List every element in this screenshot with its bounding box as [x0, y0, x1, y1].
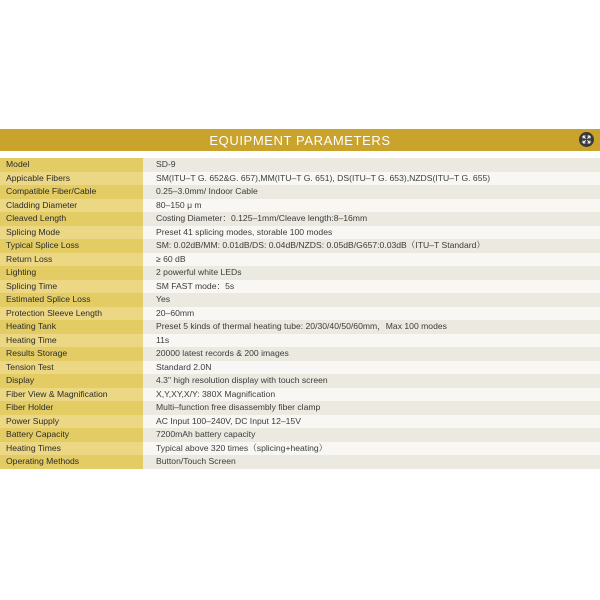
- parameter-label: Operating Methods: [0, 455, 143, 469]
- table-row: [0, 307, 600, 321]
- table-row: [0, 239, 600, 253]
- parameter-label: Cladding Diameter: [0, 199, 143, 213]
- parameter-label: Heating Time: [0, 334, 143, 348]
- table-row: [0, 347, 600, 361]
- table-row: [0, 226, 600, 240]
- parameter-label: Power Supply: [0, 415, 143, 429]
- header-bar: [0, 129, 600, 151]
- parameter-label: Model: [0, 158, 143, 172]
- parameter-value: Preset 5 kinds of thermal heating tube: 20/30/40/50/60mm，Max 100 modes: [156, 321, 447, 331]
- parameter-value: 11s: [156, 334, 170, 345]
- parameter-label: Return Loss: [0, 253, 143, 267]
- parameter-label: Splicing Mode: [0, 226, 143, 240]
- table-row: [0, 442, 600, 456]
- parameter-value: Standard 2.0N: [156, 361, 212, 372]
- parameter-value: 20–60mm: [156, 307, 195, 318]
- parameter-label: Fiber View & Magnification: [0, 388, 143, 402]
- table-row: [0, 334, 600, 348]
- parameter-label: Display: [0, 374, 143, 388]
- parameter-label: Typical Splice Loss: [0, 239, 143, 253]
- table-row: [0, 212, 600, 226]
- parameter-value: 2 powerful white LEDs: [156, 267, 242, 277]
- table-row: [0, 374, 600, 388]
- parameter-label: Heating Tank: [0, 320, 143, 334]
- parameter-value: ≥ 60 dB: [156, 253, 186, 264]
- table-row: [0, 455, 600, 469]
- table-row: [0, 388, 600, 402]
- parameter-label: Protection Sleeve Length: [0, 307, 143, 321]
- parameter-value: Preset 41 splicing modes, storable 100 modes: [156, 226, 333, 237]
- table-row: [0, 253, 600, 267]
- parameter-value: 7200mAh battery capacity: [156, 429, 256, 439]
- parameter-value: Typical above 320 times（splicing+heating）: [156, 442, 328, 453]
- parameter-label: Fiber Holder: [0, 401, 143, 415]
- table-row: [0, 293, 600, 307]
- table-row: [0, 428, 600, 442]
- table-row: [0, 199, 600, 213]
- parameter-value: X,Y,XY,X/Y: 380X Magnification: [156, 388, 276, 399]
- parameter-value: SD-9: [156, 159, 176, 169]
- table-row: [0, 320, 600, 334]
- parameter-value: 4.3" high resolution display with touch screen: [156, 375, 328, 385]
- parameter-label: Tension Test: [0, 361, 143, 375]
- parameter-value: SM: 0.02dB/MM: 0.01dB/DS: 0.04dB/NZDS: 0.05dB/G657:0.03dB（ITU–T Standard）: [156, 240, 485, 250]
- parameter-label: Battery Capacity: [0, 428, 143, 442]
- table-row: [0, 280, 600, 294]
- parameter-value: Yes: [156, 294, 171, 304]
- parameter-value: Costing Diameter：0.125–1mm/Cleave length:8–16mm: [156, 213, 368, 223]
- parameter-value: Multi–function free disassembly fiber clamp: [156, 402, 321, 412]
- parameter-value: Button/Touch Screen: [156, 456, 236, 466]
- parameter-value: 20000 latest records & 200 images: [156, 348, 289, 358]
- parameter-value: AC Input 100–240V, DC Input 12–15V: [156, 415, 301, 426]
- table-row: [0, 266, 600, 280]
- parameter-label: Cleaved Length: [0, 212, 143, 226]
- parameter-label: Estimated Splice Loss: [0, 293, 143, 307]
- expand-icon[interactable]: [579, 132, 594, 147]
- parameter-label: Lighting: [0, 266, 143, 280]
- table-row: [0, 158, 600, 172]
- parameter-label: Results Storage: [0, 347, 143, 361]
- parameter-value: 80–150 μ m: [156, 199, 202, 210]
- table-row: [0, 415, 600, 429]
- parameter-value: SM(ITU–T G. 652&G. 657),MM(ITU–T G. 651), DS(ITU–T G. 653),NZDS(ITU–T G. 655): [156, 172, 491, 183]
- parameter-label: Heating Times: [0, 442, 143, 456]
- parameter-label: Splicing Time: [0, 280, 143, 294]
- page-title: EQUIPMENT PARAMETERS: [209, 132, 391, 148]
- parameter-label: Compatible Fiber/Cable: [0, 185, 143, 199]
- parameter-value: SM FAST mode：5s: [156, 280, 235, 291]
- parameters-table: [0, 158, 600, 469]
- parameter-label: Appicable Fibers: [0, 172, 143, 186]
- table-row: [0, 172, 600, 186]
- table-row: [0, 185, 600, 199]
- table-row: [0, 401, 600, 415]
- parameter-value: 0.25–3.0mm/ Indoor Cable: [156, 186, 258, 196]
- table-row: [0, 361, 600, 375]
